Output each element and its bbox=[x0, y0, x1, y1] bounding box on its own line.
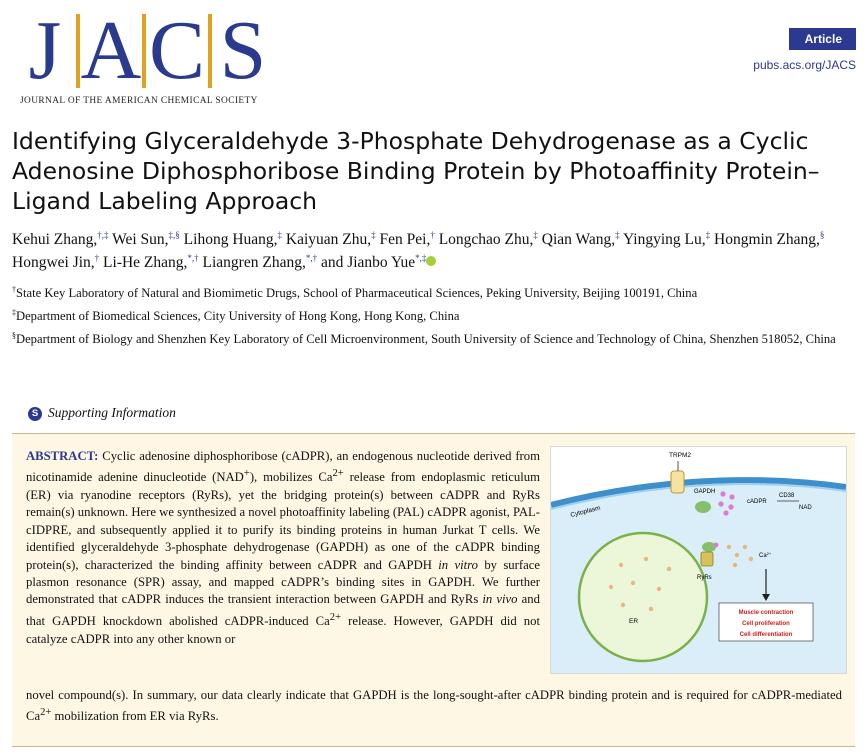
trpm2-channel bbox=[671, 471, 684, 493]
affiliation bbox=[12, 330, 857, 349]
author-name: Wei Sun, bbox=[112, 231, 169, 248]
supporting-info-label: Supporting Information bbox=[48, 405, 176, 420]
author-affiliation-marks: ‡ bbox=[615, 229, 620, 240]
affiliation-mark: § bbox=[12, 330, 16, 340]
abstract-box bbox=[12, 433, 855, 747]
author[interactable] bbox=[542, 231, 620, 248]
author-name: Kaiyuan Zhu, bbox=[285, 231, 372, 248]
author-name: Lihong Huang, bbox=[183, 231, 278, 248]
ca-dot bbox=[667, 567, 671, 571]
author-affiliation-marks: ‡ bbox=[533, 229, 538, 240]
outcome-item: Cell differentiation bbox=[739, 632, 793, 638]
cadpr-label: cADPR bbox=[747, 499, 767, 505]
author-name: Longchao Zhu, bbox=[438, 231, 534, 248]
author-affiliation-marks: † bbox=[430, 229, 435, 240]
supporting-information-link[interactable] bbox=[28, 405, 176, 421]
nad-label: NAD bbox=[799, 505, 812, 511]
logo-letter-s: S bbox=[219, 4, 267, 97]
author[interactable] bbox=[184, 231, 282, 248]
ca-label: $Ca^{2+}$ bbox=[759, 551, 772, 559]
logo-subtitle: JOURNAL OF THE AMERICAN CHEMICAL SOCIETY bbox=[20, 96, 258, 106]
author-affiliation-marks: † bbox=[94, 252, 100, 263]
ca-dot bbox=[727, 545, 731, 549]
author-name: Yingying Lu, bbox=[622, 231, 706, 248]
affiliation-text: Department of Biomedical Sciences, City University of Hong Kong, Hong Kong, China bbox=[16, 309, 460, 323]
author[interactable] bbox=[380, 231, 435, 248]
ryrs-label: RyRs bbox=[697, 575, 712, 581]
gapdh-ryr-complex bbox=[702, 542, 716, 552]
ca-dot bbox=[649, 607, 653, 611]
ca-dot bbox=[631, 581, 635, 585]
author[interactable] bbox=[112, 231, 180, 248]
cadpr-dot bbox=[718, 501, 723, 506]
author-name: Li-He Zhang, bbox=[103, 254, 188, 271]
author-affiliation-marks: ‡ bbox=[277, 229, 283, 240]
logo-letters bbox=[14, 4, 274, 97]
ca-dot bbox=[644, 557, 648, 561]
affiliation-text: Department of Biology and Shenzhen Key Laboratory of Cell Microenvironment, South University of Science and Technology of China, Shenzhen 518052, China bbox=[16, 332, 836, 346]
gapdh-label: GAPDH bbox=[694, 489, 716, 495]
trpm2-label: TRPM2 bbox=[669, 452, 692, 459]
author-affiliation-marks: *,† bbox=[305, 252, 318, 263]
cadpr-dot bbox=[728, 504, 733, 509]
cell-diagram bbox=[551, 447, 846, 673]
ca-dot bbox=[621, 603, 625, 607]
affiliation bbox=[12, 284, 857, 303]
author-name: Qian Wang, bbox=[541, 231, 616, 248]
ca-dot bbox=[619, 563, 623, 567]
article-title: Identifying Glyceraldehyde 3-Phosphate Dehydrogenase as a Cyclic Adenosine Diphosphoribose Binding Protein by Photoaffinity Protein–Ligand Labeling Approach bbox=[12, 127, 820, 215]
toc-graphic bbox=[550, 446, 847, 674]
ca-dot bbox=[749, 557, 753, 561]
affiliations bbox=[12, 284, 857, 353]
author-affiliation-marks: ‡ bbox=[371, 229, 376, 240]
affiliation bbox=[12, 307, 857, 326]
cd38-label: CD38 bbox=[779, 493, 795, 499]
author[interactable] bbox=[439, 231, 538, 248]
orcid-icon[interactable] bbox=[426, 256, 436, 266]
author-affiliation-marks: *,‡ bbox=[415, 252, 427, 263]
jacs-logo bbox=[14, 4, 314, 110]
ca-dot bbox=[609, 585, 613, 589]
gapdh-protein bbox=[695, 501, 711, 513]
author-name: Hongmin Zhang, bbox=[714, 231, 820, 248]
abstract-text: ABSTRACT: Cyclic adenosine diphosphoribose (cADPR), an endogenous nucleotide derived from nicotinamide adenine dinucleotide (NAD+), mobilizes $Ca^{2+}$ release from endoplasmic reticulum (ER) via ryanodine receptors (RyRs), yet the bridging protein(s) between cADPR and RyRs remain(s) unknown. Here we synthesized a novel photoaffinity labeling (PAL) cADPR agonist, PAL-cIDPRE, and subsequently applied it to purify its binding proteins in human Jurkat T cells. We identified glyceraldehyde 3-phosphate dehydrogenase (GAPDH) as one of the cADPR binding protein(s), characterized the binding affinity between cADPR and GAPDH in vitro by surface plasmon resonance (SPR) assay, and mapped cADPR’s binding sites in GAPDH. We further demonstrated that cADPR induces the transient interaction between GAPDH and RyRs in vivo and that GAPDH knockdown abolished cADPR-induced $Ca^{2+}$ release. However, GAPDH did not catalyze cADPR into any other known or bbox=[26, 449, 540, 646]
author-affiliation-marks: †,‡ bbox=[97, 229, 109, 240]
journal-url-link[interactable]: pubs.acs.org/JACS bbox=[753, 58, 856, 72]
author-name: Liangren Zhang, bbox=[202, 254, 306, 271]
article-type-badge: Article bbox=[789, 28, 856, 50]
author[interactable] bbox=[203, 254, 318, 271]
author-name: and Jianbo Yue bbox=[320, 254, 416, 271]
abstract-text-continued: novel compound(s). In summary, our data clearly indicate that GAPDH is the long-sought-after cADPR binding protein and is required for cADPR-mediated $Ca^{2+}$ mobilization from ER via RyRs. bbox=[26, 688, 842, 724]
er-label: ER bbox=[629, 618, 639, 625]
author[interactable] bbox=[321, 254, 426, 271]
author-affiliation-marks: *,† bbox=[187, 252, 199, 263]
logo-letter-j: J bbox=[28, 4, 62, 97]
author-affiliation-marks: ‡ bbox=[705, 229, 711, 240]
affiliation-text: State Key Laboratory of Natural and Biomimetic Drugs, School of Pharmaceutical Sciences, Peking University, Beijing 100191, China bbox=[16, 286, 698, 300]
author[interactable] bbox=[103, 254, 199, 271]
cadpr-dot bbox=[720, 491, 725, 496]
logo-letter-c: C bbox=[148, 4, 206, 97]
abstract-heading: ABSTRACT: bbox=[26, 449, 99, 463]
ca-dot bbox=[733, 563, 737, 567]
author[interactable] bbox=[12, 231, 108, 248]
er-organelle bbox=[579, 533, 707, 661]
ryrs-channel bbox=[701, 552, 713, 566]
cadpr-dot bbox=[723, 510, 728, 515]
author[interactable] bbox=[286, 231, 376, 248]
author-name: Hongwei Jin, bbox=[12, 254, 95, 271]
affiliation-mark: † bbox=[12, 284, 16, 294]
cytoplasm-label: Cytoplasm bbox=[569, 504, 602, 519]
ca-dot bbox=[743, 545, 747, 549]
author-list bbox=[12, 228, 857, 274]
outcome-item: Muscle contraction bbox=[738, 610, 794, 616]
logo-letter-a: A bbox=[80, 4, 142, 97]
supporting-info-icon: S bbox=[28, 407, 42, 421]
author-name: Kehui Zhang, bbox=[12, 231, 98, 248]
author-affiliation-marks: § bbox=[819, 229, 825, 240]
affiliation-mark: ‡ bbox=[12, 307, 16, 317]
author[interactable] bbox=[623, 231, 710, 248]
author[interactable] bbox=[714, 231, 824, 248]
author-name: Fen Pei, bbox=[379, 231, 431, 248]
outcome-item: Cell proliferation bbox=[742, 621, 790, 627]
author[interactable] bbox=[12, 254, 99, 271]
cadpr-dot bbox=[729, 494, 734, 499]
author-affiliation-marks: ‡,§ bbox=[168, 229, 180, 240]
ca-dot bbox=[735, 553, 739, 557]
ca-dot bbox=[657, 587, 661, 591]
